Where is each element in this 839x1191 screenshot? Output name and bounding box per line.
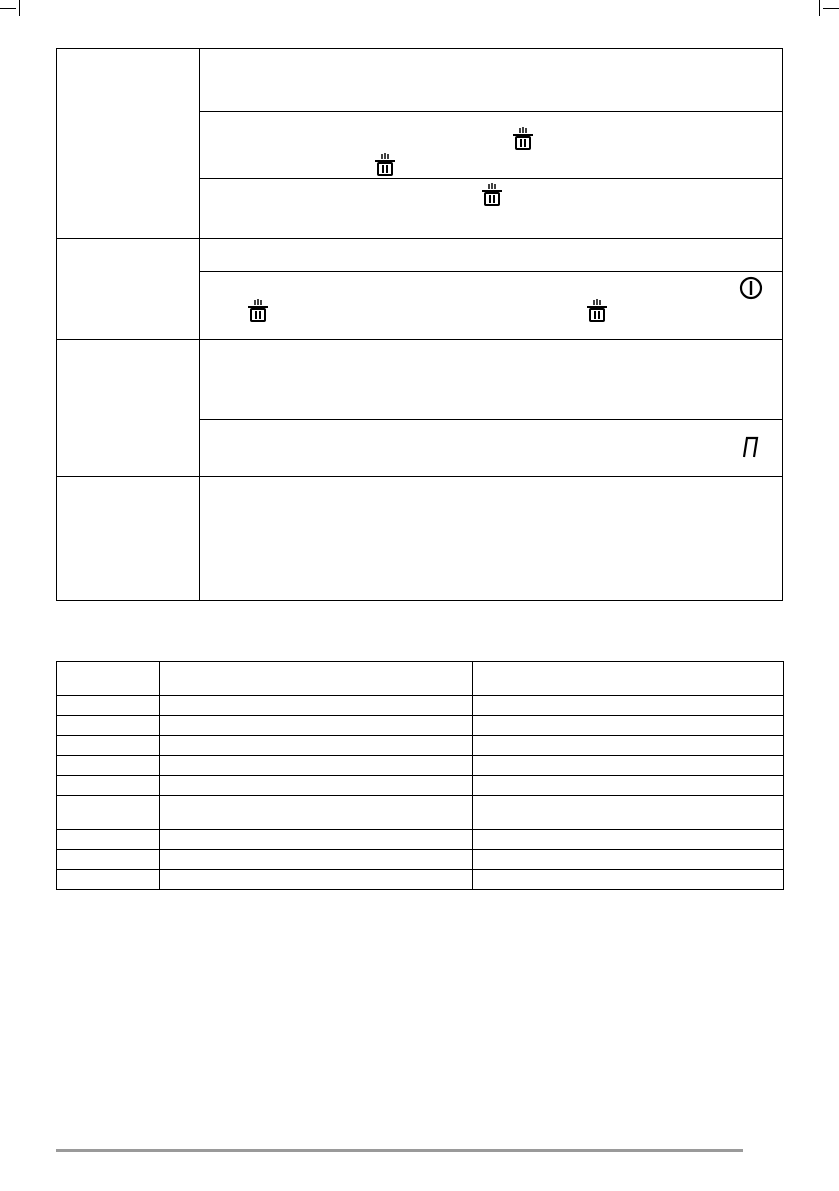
table-cell — [160, 870, 473, 890]
table-row — [57, 850, 784, 870]
table-row — [57, 756, 784, 776]
row-divider — [57, 476, 782, 477]
table-cell — [473, 776, 784, 796]
table-row — [57, 796, 784, 830]
table-cell — [160, 716, 473, 736]
table-cell — [160, 696, 473, 716]
table-row — [57, 736, 784, 756]
table-cell — [57, 716, 160, 736]
footer-rule — [56, 1149, 743, 1152]
subrow-divider — [200, 419, 782, 420]
table-cell — [160, 756, 473, 776]
table-cell — [57, 696, 160, 716]
table-cell — [160, 736, 473, 756]
display-n-icon — [741, 436, 759, 458]
crop-mark — [819, 0, 820, 16]
table-cell — [473, 756, 784, 776]
table-cell — [473, 716, 784, 736]
table-row — [57, 776, 784, 796]
table-cell — [473, 696, 784, 716]
table-row — [57, 662, 784, 696]
table-cell — [160, 796, 473, 830]
table-row — [57, 716, 784, 736]
table-cell — [473, 850, 784, 870]
table-cell — [160, 662, 473, 696]
cookware-icon — [512, 127, 534, 151]
crop-mark — [823, 8, 839, 9]
power-icon — [739, 276, 763, 300]
subrow-divider — [200, 271, 782, 272]
row-divider — [57, 238, 782, 239]
table-cell — [160, 776, 473, 796]
subrow-divider — [200, 178, 782, 179]
cookware-icon — [586, 299, 608, 323]
cookware-icon — [481, 183, 503, 207]
table-cell — [57, 830, 160, 850]
crop-mark — [19, 0, 20, 16]
table-cell — [57, 736, 160, 756]
table-cell — [473, 830, 784, 850]
row-divider — [57, 339, 782, 340]
table-cell — [57, 776, 160, 796]
table-cell — [473, 736, 784, 756]
troubleshooting-table — [56, 48, 783, 601]
table-cell — [473, 870, 784, 890]
table-row — [57, 830, 784, 850]
table-row — [57, 696, 784, 716]
table-row — [57, 870, 784, 890]
crop-mark — [0, 8, 16, 9]
cookware-icon — [247, 299, 269, 323]
table-cell — [473, 662, 784, 696]
table-cell — [57, 662, 160, 696]
table-cell — [160, 850, 473, 870]
subrow-divider — [200, 111, 782, 112]
table-cell — [160, 830, 473, 850]
table-cell — [57, 756, 160, 776]
table-cell — [57, 850, 160, 870]
data-table — [56, 661, 784, 890]
column-divider — [199, 49, 200, 600]
table-cell — [57, 870, 160, 890]
table-cell — [57, 796, 160, 830]
table-cell — [473, 796, 784, 830]
cookware-icon — [374, 153, 396, 177]
